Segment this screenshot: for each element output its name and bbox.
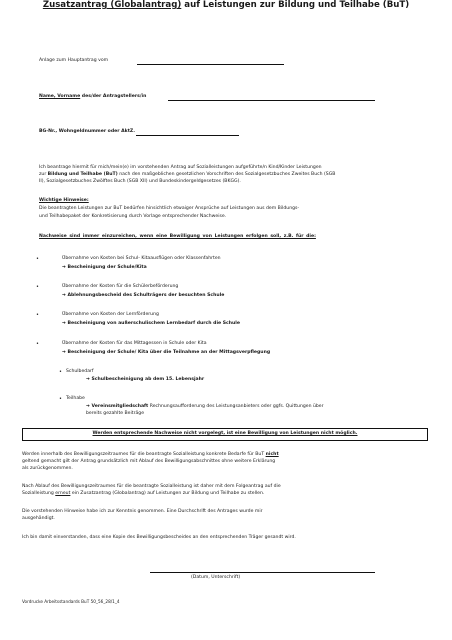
- page-title: [0, 0, 452, 10]
- proof-heading-text: Nachweise sind immer einzureichen, wenn eine Bewilligung von Leistungen erfolgen soll, z.B. für die:: [39, 234, 316, 239]
- arrow-right-icon: ➔: [62, 321, 68, 326]
- bullet-icon: •: [36, 312, 39, 318]
- item-5-label: Schulbedarf: [66, 369, 94, 374]
- hint-heading: Wichtige Hinweise:: [39, 198, 89, 203]
- para1-line-1-text: Werden innerhalb des Bewilligungszeitraumes für die beantragte Sozialleistung konkrete Bedarfe für BuT: [22, 452, 265, 457]
- arrow-right-icon: ➔: [62, 265, 68, 270]
- item-5-proof: [86, 377, 204, 383]
- item-5-proof-text: Schulbescheinigung ab dem 15. Lebensjahr: [91, 377, 205, 382]
- item-3-label: Übernahme von Kosten der Lernförderung: [62, 312, 159, 317]
- item-1-proof-text: Bescheinigung der Schule/Kita: [67, 265, 147, 270]
- item-6-label: Teilhabe: [66, 396, 85, 401]
- name-label-underlined: Name, Vorname: [39, 94, 81, 99]
- name-input-line[interactable]: [168, 100, 375, 101]
- item-3-proof-text: Bescheinigung von außerschulischem Lernbedarf durch die Schule: [67, 321, 240, 326]
- title-underlined: Zusatzantrag (Globalantrag): [42, 0, 182, 10]
- para2-line-2-c: ein Zusatzantrag (Globalantrag) auf Leistungen zur Bildung und Teilhabe zu stellen.: [70, 491, 265, 496]
- arrow-right-icon: ➔: [86, 377, 92, 382]
- arrow-right-icon: ➔: [62, 350, 68, 355]
- para2-line-2: [22, 491, 264, 497]
- warning-box: [22, 428, 428, 441]
- item-3-proof: [62, 321, 240, 327]
- para2-erneut: erneut: [55, 491, 71, 496]
- item-4-proof: [62, 350, 270, 356]
- para2-line-1: Nach Ablauf des Bewilligungszeitraumes für die beantragte Sozialleistung ist daher mit dem Folgeantrag auf die: [22, 484, 281, 489]
- signature-line[interactable]: [150, 572, 375, 573]
- para4: Ich bin damit einverstanden, dass eine Kopie des Bewilligungsbescheides an den entsprechenden Träger gesandt wird.: [22, 535, 296, 540]
- arrow-right-icon: ➔: [86, 404, 92, 409]
- item-2-label: Übernahme der Kosten für die Schülerbeförderung: [62, 284, 179, 289]
- bullet-icon: •: [59, 396, 62, 402]
- bullet-icon: •: [59, 369, 62, 375]
- para2-line-2-a: Sozialleistung: [22, 491, 56, 496]
- para1-line-2: geltend gemacht gilt der Antrag grundsätzlich mit Ablauf des Bewilligungsabschnittes ohne weitere Erklärung: [22, 459, 276, 464]
- bullet-icon: •: [36, 341, 39, 347]
- proof-heading: [39, 234, 316, 240]
- intro-line-2-bold: Bildung und Teilhabe (BuT): [47, 172, 118, 177]
- name-label-rest: des/der Antragstellers/in: [80, 94, 147, 99]
- para1-line-1: [22, 452, 279, 458]
- para1-line-3: als zurückgenommen.: [22, 466, 73, 471]
- item-6-proof: [86, 404, 324, 410]
- intro-line-2-a: zur: [39, 172, 48, 177]
- arrow-right-icon: ➔: [62, 293, 68, 298]
- item-4-proof-text: Bescheinigung der Schule/ Kita über die Teilnahme an der Mittagsverpflegung: [67, 350, 271, 355]
- hint-line-1: Die beantragten Leistungen zur BuT bedürfen hinsichtlich etwaiger Ansprüche auf Leistungen aus dem Bildungs-: [39, 206, 300, 211]
- hint-line-2: und Teilhabepaket der Konkretisierung durch Vorlage entsprechender Nachweise.: [39, 214, 227, 219]
- intro-line-2-c: nach den maßgeblichen gesetzlichen Vorschriften des Sozialgesetzbuches Zweites Buch (SGB: [117, 172, 336, 177]
- para1-nicht: nicht: [265, 452, 279, 457]
- para3-line-2: ausgehändigt.: [22, 516, 55, 521]
- signature-label: (Datum, Unterschrift): [191, 575, 241, 580]
- bg-nr-label: BG-Nr., Wohngeldnummer oder AktZ.: [39, 129, 135, 134]
- item-2-proof-text: Ablehnungsbescheid des Schulträgers der besuchten Schule: [67, 293, 225, 298]
- item-4-label: Übernahme der Kosten für das Mittagessen in Schule oder Kita: [62, 341, 207, 346]
- item-6-proof-rest: Rechnungsaufforderung des Leistungsanbieters oder ggfs. Quittungen über: [148, 404, 324, 409]
- bullet-icon: •: [36, 256, 39, 262]
- item-6-proof-line-2: bereits gezahlte Beiträge: [86, 411, 145, 416]
- intro-line-3: II), Sozialgesetzbuches Zwölftes Buch (SGB XII) und Bundeskindergeldgesetzes (BKGG).: [39, 179, 241, 184]
- name-label: [39, 94, 146, 100]
- intro-line-1: Ich beantrage hiermit für mich/mein(e) im vorstehenden Antrag auf Sozialleistungen aufgeführte/n Kind/Kinder Leistungen: [39, 165, 322, 170]
- para3-line-1: Die vorstehenden Hinweise habe ich zur Kenntnis genommen. Eine Durchschrift des Antrages wurde mir: [22, 509, 263, 514]
- title-rest: auf Leistungen zur Bildung und Teilhabe (BuT): [181, 0, 410, 10]
- anlage-label: Anlage zum Hauptantrag vom: [39, 58, 109, 63]
- item-2-proof: [62, 293, 224, 299]
- bullet-icon: •: [36, 284, 39, 290]
- anlage-date-line[interactable]: [137, 64, 284, 65]
- item-1-label: Übernahme von Kosten bei Schul- Kitaausflügen oder Klassenfahrten: [62, 256, 221, 261]
- bg-nr-input-line[interactable]: [136, 135, 239, 136]
- intro-line-2: [39, 172, 335, 178]
- item-6-proof-bold: Vereinsmitgliedschaft: [91, 404, 149, 409]
- item-1-proof: [62, 265, 147, 271]
- footer: Vordrucke Arbeitsstandards BuT 50_56_28/1_4: [22, 599, 120, 604]
- warning-text: Werden entsprechende Nachweise nicht vorgelegt, ist eine Bewilligung von Leistungen nicht möglich.: [92, 431, 358, 436]
